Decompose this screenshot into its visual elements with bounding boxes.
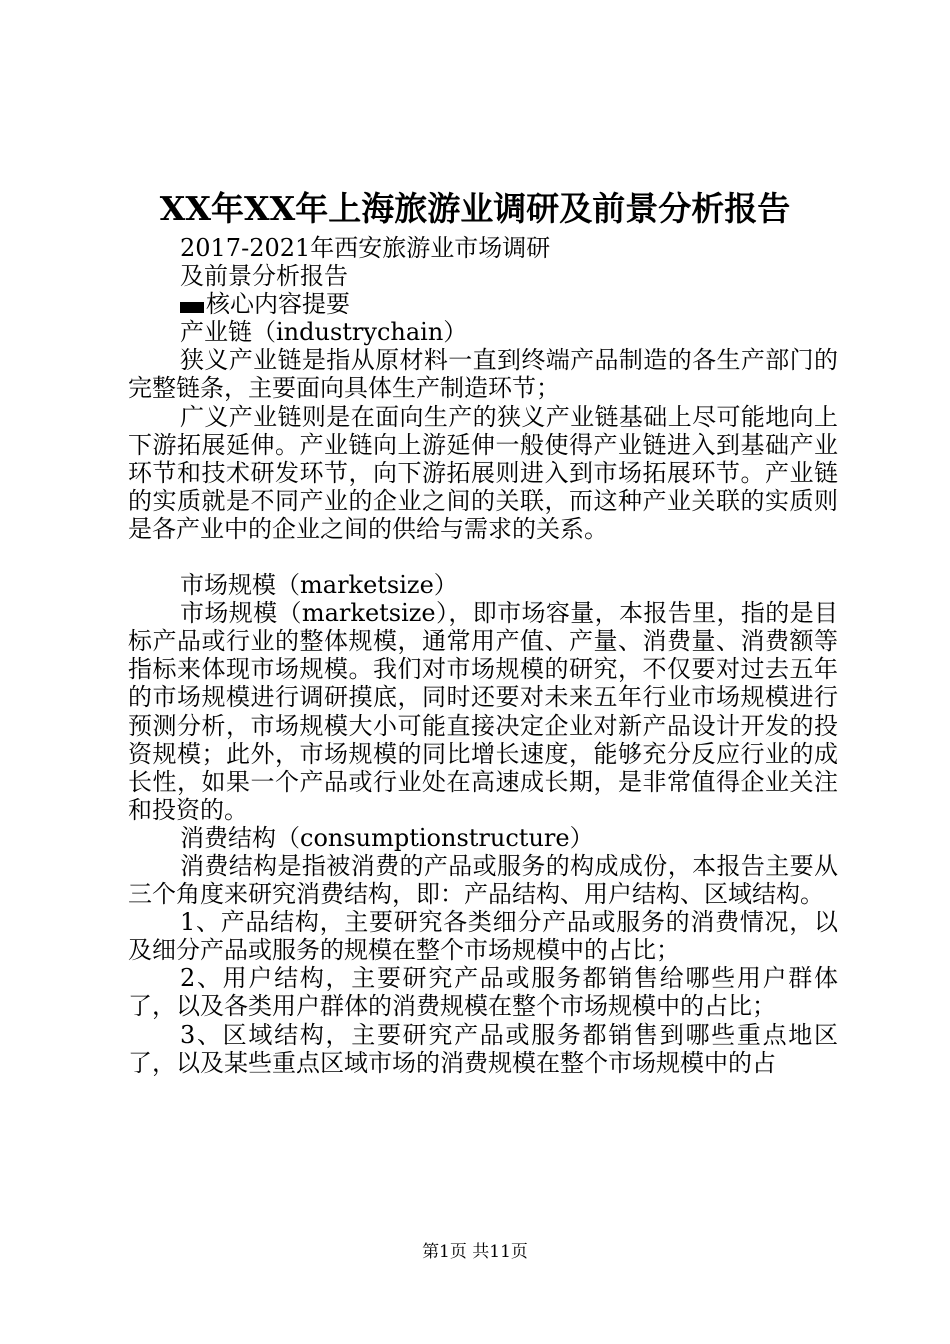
paragraph-industry-chain-narrow: 狭义产业链是指从原材料一直到终端产品制造的各生产部门的完整链条，主要面向具体生产制造环节；	[128, 346, 838, 403]
section-heading-market-size: 市场规模（marketsize）	[180, 571, 458, 600]
section-heading-industry-chain: 产业链（industrychain）	[180, 318, 468, 347]
core-heading: 核心内容提要	[206, 290, 350, 319]
paragraph-user-structure: 2、用户结构，主要研究产品或服务都销售给哪些用户群体了，以及各类用户群体的消费规模在整个市场规模中的占比；	[128, 964, 838, 1021]
bullet-block-icon	[180, 302, 204, 313]
page-number-footer: 第1页 共11页	[422, 1242, 528, 1262]
paragraph-consumption-structure-intro: 消费结构是指被消费的产品或服务的构成成份，本报告主要从三个角度来研究消费结构，即：产品结构、用户结构、区域结构。	[128, 851, 838, 909]
paragraph-product-structure: 1、产品结构，主要研究各类细分产品或服务的消费情况，以及细分产品或服务的规模在整个市场规模中的占比；	[128, 908, 838, 965]
subtitle-line-1: 2017-2021年西安旅游业市场调研	[180, 234, 551, 262]
document-title: XX年XX年上海旅游业调研及前景分析报告	[159, 189, 791, 228]
paragraph-industry-chain-broad: 广义产业链则是在面向生产的狭义产业链基础上尽可能地向上下游拓展延伸。产业链向上游延伸一般使得产业链进入到基础产业环节和技术研发环节，向下游拓展则进入到市场拓展环节。产业链的实质就是不同产业的企业之间的关联，而这种产业关联的实质则是各产业中的企业之间的供给与需求的关系。	[128, 402, 838, 543]
document-body	[128, 234, 838, 1077]
core-heading-row	[128, 290, 838, 318]
paragraph-market-size: 市场规模（marketsize），即市场容量，本报告里，指的是目标产品或行业的整体规模，通常用产值、产量、消费量、消费额等指标来体现市场规模。我们对市场规模的研究，不仅要对过去五年的市场规模进行调研摸底，同时还要对未来五年行业市场规模进行预测分析，市场规模大小可能直接决定企业对新产品设计开发的投资规模；此外，市场规模的同比增长速度，能够充分反应行业的成长性，如果一个产品或行业处在高速成长期，是非常值得企业关注和投资的。	[128, 599, 838, 824]
paragraph-gap	[128, 543, 838, 571]
section-heading-consumption-structure: 消费结构（consumptionstructure）	[180, 823, 594, 852]
subtitle-line-2: 及前景分析报告	[180, 262, 348, 291]
paragraph-region-structure: 3、区域结构，主要研究产品或服务都销售到哪些重点地区了，以及某些重点区域市场的消费规模在整个市场规模中的占	[128, 1020, 838, 1077]
